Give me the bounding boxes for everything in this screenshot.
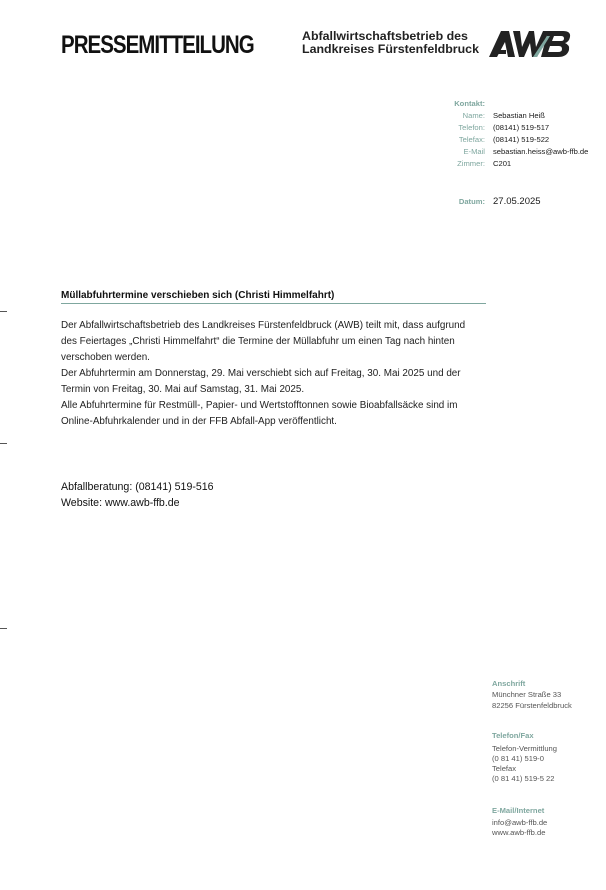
phone-fax-line: Telefax: [492, 764, 517, 773]
info-lines: [61, 479, 214, 511]
fold-mark: [0, 311, 7, 312]
contact-value-name: Sebastian Heiß: [493, 111, 545, 120]
organization-name-line-2: Landkreises Fürstenfeldbruck: [302, 42, 479, 56]
title-underline: [61, 303, 486, 304]
address-line: Münchner Straße 33: [492, 690, 562, 699]
punch-mark: [0, 443, 7, 444]
contact-value-phone: (08141) 519-517: [493, 123, 550, 132]
organization-name: [302, 30, 479, 56]
advice-phone-line: Abfallberatung: (08141) 519-516: [61, 481, 214, 493]
phone-fax-heading: Telefon/Fax: [492, 731, 534, 740]
internet-heading: E-Mail/Internet: [492, 806, 545, 815]
body-paragraph: Alle Abfuhrtermine für Restmüll-, Papier- und Wertstofftonnen sowie Bioabfallsäcke sind im Online-Abfuhrkalender und in der FFB Abfall-App veröffentlicht.: [61, 400, 458, 427]
contact-value-email: sebastian.heiss@awb-ffb.de: [493, 147, 589, 156]
contact-label-phone: Telefon:: [458, 123, 485, 132]
contact-label-name: Name:: [462, 111, 485, 120]
date-label: Datum:: [458, 197, 485, 206]
date-value: 27.05.2025: [493, 196, 541, 207]
contact-label-fax: Telefax:: [458, 135, 485, 144]
contact-label-email: E-Mail: [463, 147, 485, 156]
phone-fax-line: (0 81 41) 519-0: [492, 754, 544, 763]
contact-value-fax: (08141) 519-522: [493, 135, 550, 144]
document-type-heading: PRESSEMITTEILUNG: [61, 31, 254, 59]
address-heading: Anschrift: [492, 679, 526, 688]
organization-name-line-1: Abfallwirtschaftsbetrieb des: [302, 29, 468, 43]
phone-fax-line: Telefon-Vermittlung: [492, 744, 558, 753]
body-paragraph: Der Abfallwirtschaftsbetrieb des Landkreises Fürstenfeldbruck (AWB) teilt mit, dass aufgrund des Feiertages „Christi Himmelfahrt“ die Termine der Müllabfuhr um einen Tag nach hinten verschoben werden.: [61, 320, 466, 363]
press-release-title: Müllabfuhrtermine verschieben sich (Christi Himmelfahrt): [61, 290, 335, 301]
website-line: Website: www.awb-ffb.de: [61, 497, 180, 509]
contact-label-room: Zimmer:: [457, 159, 485, 168]
address-line: 82256 Fürstenfeldbruck: [492, 701, 572, 710]
contact-heading: Kontakt:: [454, 99, 485, 108]
body-paragraph: Der Abfuhrtermin am Donnerstag, 29. Mai verschiebt sich auf Freitag, 30. Mai 2025 und der Termin von Freitag, 30. Mai auf Samstag, 31. Mai 2025.: [61, 368, 461, 395]
website-footer-line: www.awb-ffb.de: [492, 828, 546, 837]
awb-logo: [489, 30, 571, 58]
contact-value-room: C201: [493, 159, 512, 168]
fold-mark: [0, 628, 7, 629]
press-release-body: [61, 318, 481, 430]
email-line: info@awb-ffb.de: [492, 818, 548, 827]
phone-fax-line: (0 81 41) 519-5 22: [492, 774, 555, 783]
